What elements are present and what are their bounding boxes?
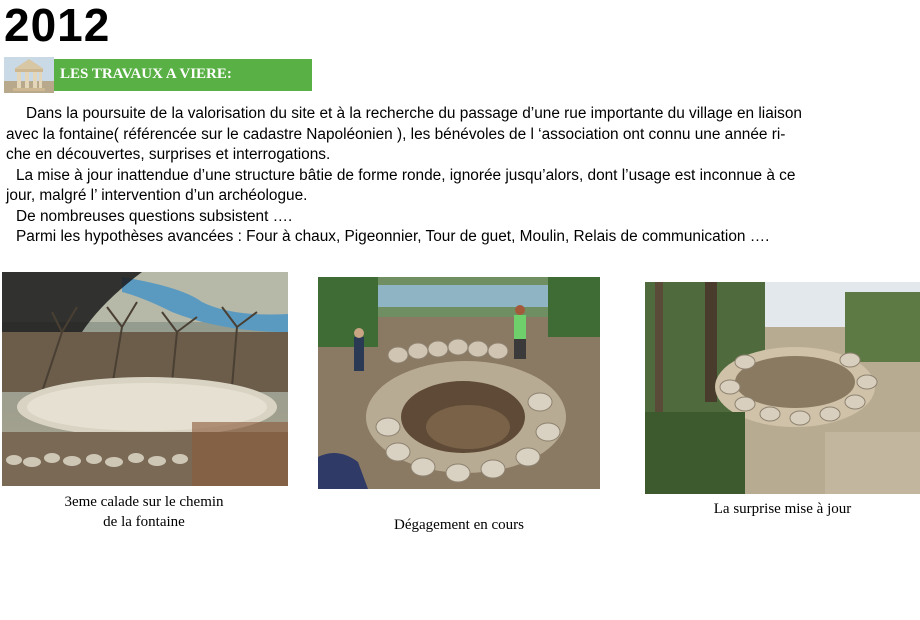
calade-photo	[2, 272, 288, 486]
paragraph-line: Parmi les hypothèses avancées : Four à chaux, Pigeonnier, Tour de guet, Moulin, Relais de communication ….	[16, 228, 770, 245]
banner-title: LES TRAVAUX A VIERE:	[60, 66, 232, 82]
paragraph-line: De nombreuses questions subsistent ….	[16, 207, 293, 225]
paragraph-line: jour, malgré l’ intervention d’un archéologue.	[6, 187, 308, 204]
photo-caption-3	[645, 499, 920, 519]
page-year: 2012	[4, 0, 111, 51]
photo-caption-1	[16, 492, 272, 532]
excavation-photo	[318, 277, 600, 489]
caption-line: 3eme calade sur le chemin	[64, 494, 224, 510]
caption-line: Dégagement en cours	[394, 517, 524, 533]
paragraph-line: che en découvertes, surprises et interrogations.	[6, 146, 331, 163]
paragraph-line: Dans la poursuite de la valorisation du site et à la recherche du passage d’une rue importante du village en liaison	[26, 105, 802, 122]
article-body	[6, 104, 916, 248]
paragraph-line: La mise à jour inattendue d’une structure bâtie de forme ronde, ignorée jusqu’alors, dont l’usage est inconnue à ce	[16, 166, 796, 184]
paragraph-line: avec la fontaine( référencée sur le cadastre Napoléonien ), les bénévoles de l ‘association ont connu une année ri-	[6, 125, 786, 143]
photo-caption-2	[330, 515, 588, 535]
monument-icon	[4, 57, 54, 93]
section-banner	[4, 57, 312, 93]
caption-line: de la fontaine	[103, 514, 185, 530]
banner-bar	[54, 59, 312, 91]
caption-line: La surprise mise à jour	[713, 501, 852, 517]
round-structure-photo	[645, 282, 920, 494]
